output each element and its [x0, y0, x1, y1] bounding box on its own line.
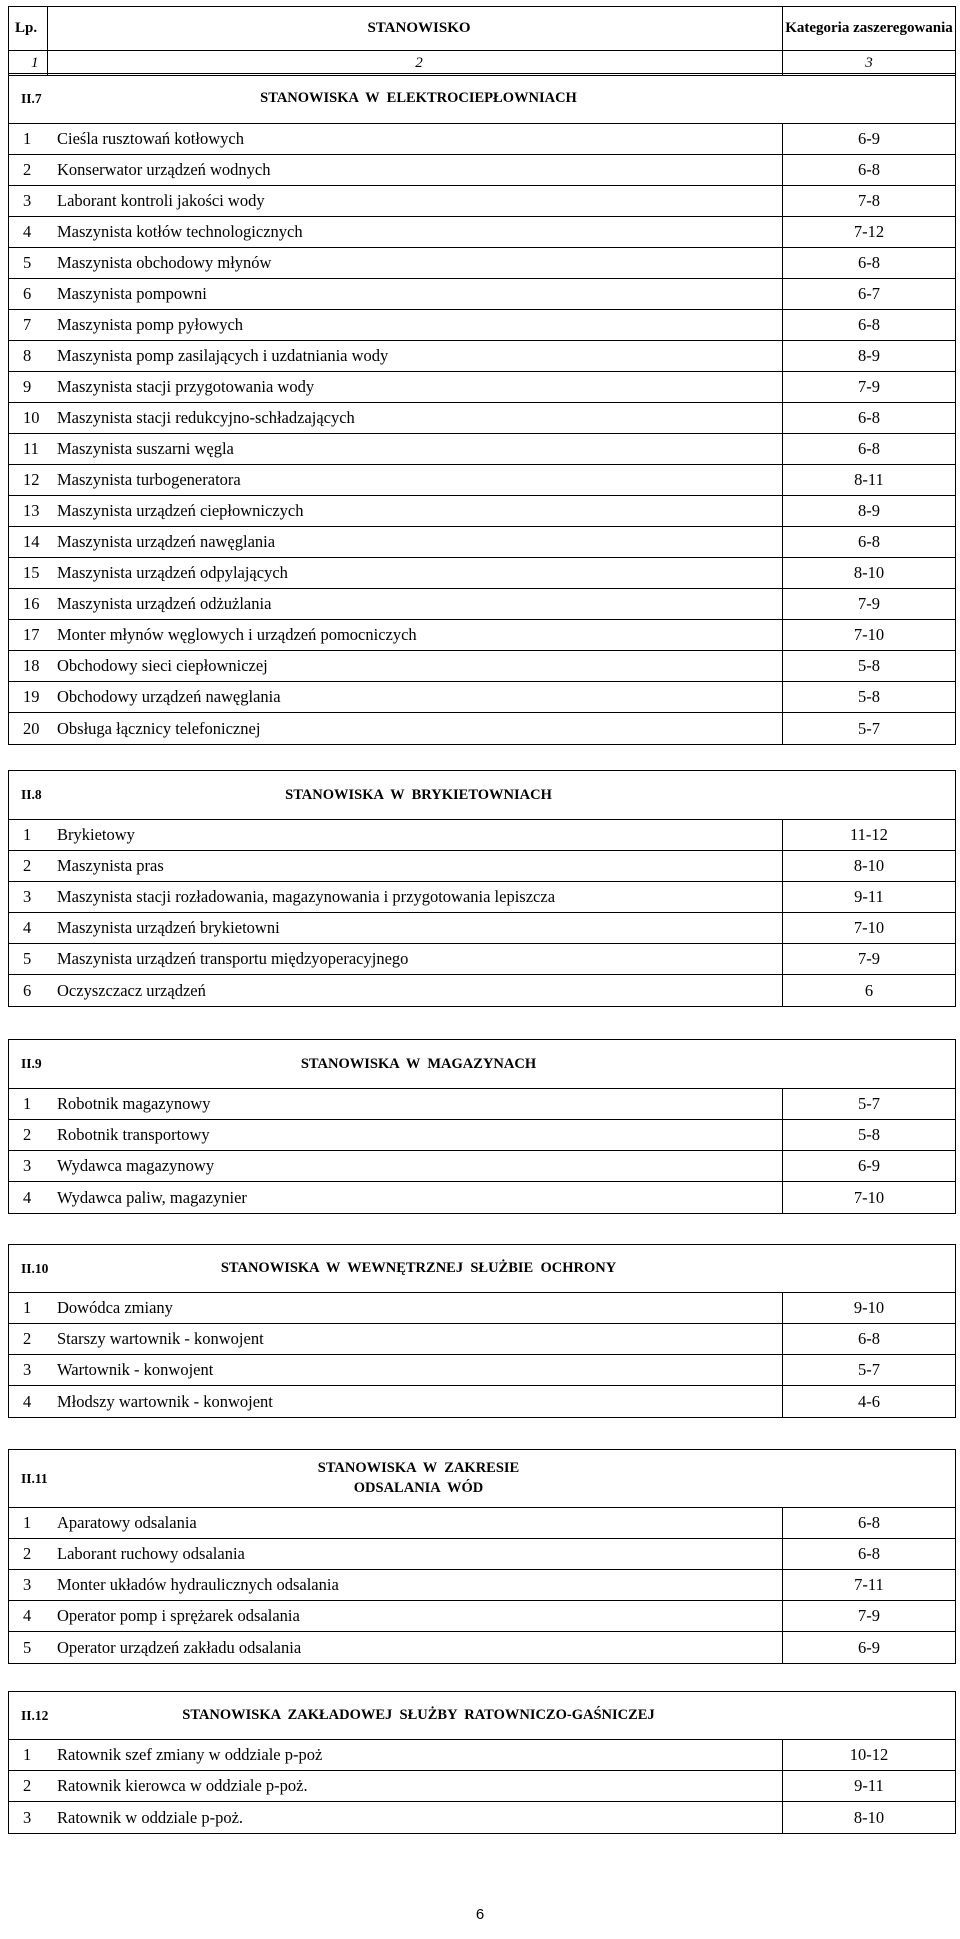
- table-row: [9, 465, 955, 496]
- section-header-row: [9, 1450, 955, 1508]
- header-stanowisko: STANOWISKO: [47, 7, 782, 50]
- table-row: [9, 1324, 955, 1355]
- section-header-row: [9, 1040, 955, 1089]
- header-lp: Lp.: [15, 20, 38, 36]
- row-position: Maszynista pompowni: [57, 284, 207, 303]
- table-row: [9, 186, 955, 217]
- table-row: [9, 248, 955, 279]
- row-position: Laborant ruchowy odsalania: [57, 1544, 245, 1563]
- row-number: 14: [23, 532, 40, 551]
- section-title: [47, 1040, 782, 1088]
- row-position: Monter młynów węglowych i urządzeń pomocniczych: [57, 625, 417, 644]
- row-category: 6-8: [782, 1324, 955, 1354]
- row-category: 8-11: [782, 465, 955, 495]
- row-number: 3: [23, 191, 32, 210]
- row-position: Maszynista pras: [57, 856, 164, 875]
- row-category: 7-12: [782, 217, 955, 247]
- row-category: 7-9: [782, 589, 955, 619]
- row-number: 4: [23, 1187, 32, 1207]
- row-category: 8-9: [782, 341, 955, 371]
- section-header-empty: [782, 1450, 955, 1507]
- row-position: Maszynista urządzeń ciepłowniczych: [57, 501, 304, 520]
- row-position: Obchodowy sieci ciepłowniczej: [57, 656, 268, 675]
- table-row: [9, 527, 955, 558]
- table-row: [9, 913, 955, 944]
- row-position: Starszy wartownik - konwojent: [57, 1329, 264, 1348]
- table-row: [9, 1570, 955, 1601]
- row-number: 11: [23, 439, 39, 458]
- row-number: 12: [23, 470, 40, 489]
- row-category: 6-7: [782, 279, 955, 309]
- row-category: 7-10: [782, 620, 955, 650]
- table-row: [9, 682, 955, 713]
- table-row: [9, 944, 955, 975]
- row-position: Maszynista urządzeń brykietowni: [57, 918, 280, 937]
- table-row: [9, 403, 955, 434]
- row-category: 7-11: [782, 1570, 955, 1600]
- section-header-empty: [782, 1040, 955, 1088]
- section-title-line: STANOWISKA W ZAKRESIE: [317, 1460, 520, 1476]
- table-row: [9, 713, 955, 744]
- row-category: 9-10: [782, 1293, 955, 1323]
- row-number: 16: [23, 594, 40, 613]
- section-title-line: STANOWISKA W BRYKIETOWNIACH: [285, 786, 552, 803]
- section-header-row: [9, 1245, 955, 1293]
- table-row: [9, 124, 955, 155]
- row-number: 2: [23, 1544, 32, 1563]
- row-category: 9-11: [782, 882, 955, 912]
- row-position: Obchodowy urządzeń nawęglania: [57, 687, 281, 706]
- row-number: 13: [23, 501, 40, 520]
- section-block: [8, 73, 956, 745]
- row-position: Ratownik kierowca w oddziale p-poż.: [57, 1776, 308, 1795]
- row-position: Ratownik szef zmiany w oddziale p-poż: [57, 1745, 323, 1764]
- row-number: 4: [23, 1606, 32, 1625]
- section-title: [47, 1692, 782, 1739]
- row-position: Oczyszczacz urządzeń: [57, 980, 206, 1000]
- table-row: [9, 1386, 955, 1417]
- row-number: 4: [23, 1391, 32, 1411]
- table-row: [9, 851, 955, 882]
- table-row: [9, 1740, 955, 1771]
- row-position: Maszynista urządzeń nawęglania: [57, 532, 276, 551]
- table-row: [9, 820, 955, 851]
- row-number: 4: [23, 222, 32, 241]
- row-position: Operator urządzeń zakładu odsalania: [57, 1637, 302, 1657]
- row-category: 6-8: [782, 403, 955, 433]
- row-number: 9: [23, 377, 32, 396]
- row-number: 5: [23, 949, 32, 968]
- section-id: II.7: [21, 90, 42, 106]
- row-category: 8-10: [782, 558, 955, 588]
- section-header-row: [9, 74, 955, 124]
- table-row: [9, 1293, 955, 1324]
- row-position: Wydawca paliw, magazynier: [57, 1187, 247, 1207]
- header-kategoria: Kategoria zaszeregowania: [782, 7, 955, 50]
- row-category: 9-11: [782, 1771, 955, 1801]
- row-category: 6-8: [782, 1539, 955, 1569]
- row-number: 10: [23, 408, 40, 427]
- section-header-empty: [782, 74, 955, 123]
- row-number: 1: [23, 1513, 32, 1532]
- table-row: [9, 1508, 955, 1539]
- row-category: 5-7: [782, 713, 955, 744]
- section-block: [8, 1449, 956, 1664]
- column-numbering-row: [9, 51, 955, 75]
- row-category: 6-8: [782, 248, 955, 278]
- row-position: Robotnik magazynowy: [57, 1094, 211, 1113]
- row-position: Dowódca zmiany: [57, 1298, 173, 1317]
- row-category: 6-8: [782, 155, 955, 185]
- row-number: 7: [23, 315, 32, 334]
- row-number: 19: [23, 687, 40, 706]
- row-number: 1: [23, 1745, 32, 1764]
- table-row: [9, 155, 955, 186]
- section-header-empty: [782, 1692, 955, 1739]
- row-category: 6-9: [782, 124, 955, 154]
- section-block: [8, 770, 956, 1007]
- row-position: Monter układów hydraulicznych odsalania: [57, 1575, 339, 1594]
- row-category: 6-8: [782, 310, 955, 340]
- row-number: 3: [23, 1156, 32, 1175]
- header-row: [9, 7, 955, 51]
- row-category: 7-9: [782, 372, 955, 402]
- page-number: 6: [475, 1906, 485, 1923]
- row-position: Maszynista urządzeń odżużlania: [57, 594, 272, 613]
- row-position: Brykietowy: [57, 825, 135, 844]
- table-row: [9, 496, 955, 527]
- section-title: [47, 74, 782, 123]
- row-number: 1: [23, 1094, 32, 1113]
- section-id: II.9: [21, 1056, 42, 1071]
- row-position: Maszynista urządzeń odpylających: [57, 563, 288, 582]
- row-number: 2: [23, 160, 32, 179]
- section-title-line: STANOWISKA W MAGAZYNACH: [300, 1055, 537, 1072]
- row-number: 1: [23, 825, 32, 844]
- row-position: Maszynista turbogeneratora: [57, 470, 241, 489]
- table-row: [9, 975, 955, 1006]
- row-category: 11-12: [782, 820, 955, 850]
- table-row: [9, 558, 955, 589]
- row-category: 7-8: [782, 186, 955, 216]
- row-category: 8-9: [782, 496, 955, 526]
- row-number: 3: [23, 1575, 32, 1594]
- table-row: [9, 651, 955, 682]
- row-number: 1: [23, 1298, 32, 1317]
- row-position: Maszynista suszarni węgla: [57, 439, 234, 458]
- row-number: 6: [23, 980, 32, 1000]
- table-row: [9, 1632, 955, 1663]
- row-position: Wydawca magazynowy: [57, 1156, 215, 1175]
- section-id: II.8: [21, 787, 42, 802]
- row-number: 20: [23, 718, 40, 738]
- row-position: Maszynista kotłów technologicznych: [57, 222, 303, 241]
- table-row: [9, 1802, 955, 1833]
- table-row: [9, 1151, 955, 1182]
- table-header: [8, 6, 956, 76]
- row-number: 8: [23, 346, 32, 365]
- section-title-line: STANOWISKA W ELEKTROCIEPŁOWNIACH: [260, 90, 577, 106]
- section-title: [47, 1450, 782, 1507]
- section-title: [47, 771, 782, 819]
- row-category: 7-9: [782, 944, 955, 974]
- row-position: Operator pomp i sprężarek odsalania: [57, 1606, 300, 1625]
- row-position: Maszynista pomp zasilających i uzdatniania wody: [57, 346, 389, 365]
- table-row: [9, 217, 955, 248]
- section-title: [47, 1245, 782, 1292]
- table-row: [9, 1182, 955, 1213]
- section-title-line: ODSALANIA WÓD: [353, 1480, 484, 1496]
- row-category: 6: [782, 975, 955, 1006]
- row-category: 6-9: [782, 1151, 955, 1181]
- row-category: 10-12: [782, 1740, 955, 1770]
- row-position: Maszynista urządzeń transportu międzyoperacyjnego: [57, 949, 409, 968]
- row-number: 3: [23, 1360, 32, 1379]
- row-category: 7-10: [782, 1182, 955, 1213]
- row-number: 2: [23, 856, 32, 875]
- row-position: Konserwator urządzeń wodnych: [57, 160, 271, 179]
- section-block: [8, 1244, 956, 1418]
- row-number: 3: [23, 1807, 32, 1827]
- table-row: [9, 310, 955, 341]
- section-header-row: [9, 771, 955, 820]
- row-position: Laborant kontroli jakości wody: [57, 191, 265, 210]
- section-block: [8, 1039, 956, 1214]
- table-row: [9, 589, 955, 620]
- row-category: 5-8: [782, 651, 955, 681]
- row-number: 4: [23, 918, 32, 937]
- section-block: [8, 1691, 956, 1834]
- section-title-line: STANOWISKA W WEWNĘTRZNEJ SŁUŻBIE OCHRONY: [220, 1260, 617, 1276]
- row-number: 2: [23, 1776, 32, 1795]
- table-row: [9, 620, 955, 651]
- row-category: 6-9: [782, 1632, 955, 1663]
- row-number: 15: [23, 563, 40, 582]
- section-id: II.10: [21, 1260, 49, 1276]
- table-row: [9, 279, 955, 310]
- row-position: Robotnik transportowy: [57, 1125, 210, 1144]
- section-id: II.12: [21, 1707, 49, 1723]
- row-position: Cieśla rusztowań kotłowych: [57, 129, 244, 148]
- row-category: 7-9: [782, 1601, 955, 1631]
- table-row: [9, 1539, 955, 1570]
- row-number: 3: [23, 887, 32, 906]
- row-position: Maszynista stacji rozładowania, magazynowania i przygotowania lepiszcza: [57, 887, 556, 906]
- table-row: [9, 434, 955, 465]
- row-category: 6-8: [782, 1508, 955, 1538]
- table-row: [9, 341, 955, 372]
- row-category: 5-7: [782, 1089, 955, 1119]
- row-category: 5-8: [782, 682, 955, 712]
- row-number: 6: [23, 284, 32, 303]
- row-position: Obsługa łącznicy telefonicznej: [57, 718, 261, 738]
- row-number: 18: [23, 656, 40, 675]
- section-header-empty: [782, 1245, 955, 1292]
- table-row: [9, 372, 955, 403]
- col-number-2: 2: [47, 51, 782, 75]
- row-number: 2: [23, 1329, 32, 1348]
- row-position: Wartownik - konwojent: [57, 1360, 214, 1379]
- table-row: [9, 882, 955, 913]
- row-category: 6-8: [782, 527, 955, 557]
- row-number: 5: [23, 253, 32, 272]
- row-category: 7-10: [782, 913, 955, 943]
- section-header-empty: [782, 771, 955, 819]
- col-number-3: 3: [782, 51, 955, 75]
- row-category: 8-10: [782, 851, 955, 881]
- row-category: 4-6: [782, 1386, 955, 1417]
- table-row: [9, 1089, 955, 1120]
- row-position: Maszynista pomp pyłowych: [57, 315, 244, 334]
- row-position: Aparatowy odsalania: [57, 1513, 197, 1532]
- row-position: Maszynista obchodowy młynów: [57, 253, 272, 272]
- row-category: 5-8: [782, 1120, 955, 1150]
- row-number: 1: [23, 129, 32, 148]
- row-position: Młodszy wartownik - konwojent: [57, 1391, 273, 1411]
- section-id: II.11: [21, 1470, 48, 1486]
- table-row: [9, 1601, 955, 1632]
- row-number: 2: [23, 1125, 32, 1144]
- row-number: 17: [23, 625, 40, 644]
- table-row: [9, 1355, 955, 1386]
- row-position: Ratownik w oddziale p-poż.: [57, 1807, 244, 1827]
- row-category: 5-7: [782, 1355, 955, 1385]
- table-row: [9, 1771, 955, 1802]
- row-position: Maszynista stacji redukcyjno-schładzających: [57, 408, 355, 427]
- section-title-line: STANOWISKA ZAKŁADOWEJ SŁUŻBY RATOWNICZO-GAŚNICZEJ: [182, 1707, 655, 1723]
- row-position: Maszynista stacji przygotowania wody: [57, 377, 315, 396]
- row-category: 6-8: [782, 434, 955, 464]
- row-number: 5: [23, 1637, 32, 1657]
- row-category: 8-10: [782, 1802, 955, 1833]
- table-row: [9, 1120, 955, 1151]
- section-header-row: [9, 1692, 955, 1740]
- col-number-1: 1: [31, 54, 39, 71]
